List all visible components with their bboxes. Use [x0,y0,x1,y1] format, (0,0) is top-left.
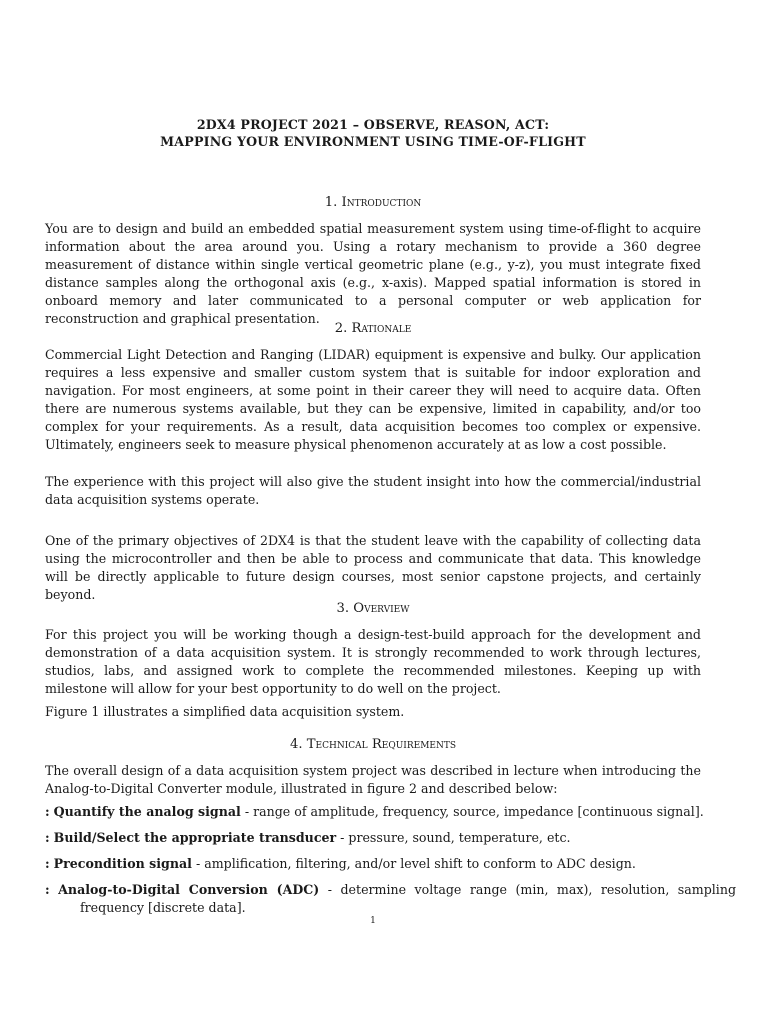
overview-paragraph-1: For this project you will be working though a design-test-build approach for the development and demonstration of a data acquisition system. It is strongly recommended to work through lectures, studios, labs, and assigned work to complete the recommended milestones. Keeping up with milestone will allow for your best opportunity to do well on the project. [45,627,701,696]
document-title-line-2: MAPPING YOUR ENVIRONMENT USING TIME-OF-FLIGHT [160,134,586,149]
requirement-marker: : [45,804,50,819]
requirement-text: - range of amplitude, frequency, source, impedance [continuous signal]. [240,804,704,819]
section-heading-technical-requirements: 4. Technical Requirements [289,737,457,752]
requirement-text: - amplification, filtering, and/or level shift to conform to ADC design. [191,856,636,871]
requirement-item [45,803,736,821]
requirement-marker: : [45,882,50,897]
overview-paragraph-2: Figure 1 illustrates a simplified data acquisition system. [45,704,405,719]
requirement-item [45,855,736,873]
section-heading-rationale: 2. Rationale [334,321,412,336]
technical-paragraph: The overall design of a data acquisition system project was described in lecture when introducing the Analog-to-Digital Converter module, illustrated in figure 2 and described below: [45,763,701,796]
requirement-heading: Analog-to-Digital Conversion (ADC) [58,882,320,897]
requirement-text: - determine voltage range (min, max), resolution, sampling frequency [discrete data]. [80,882,737,915]
document-title-line-1: 2DX4 PROJECT 2021 – OBSERVE, REASON, ACT: [196,117,550,132]
page-number: 1 [370,916,376,926]
rationale-paragraph-3: One of the primary objectives of 2DX4 is that the student leave with the capability of collecting data using the microcontroller and then be able to process and communicate that data. This knowledge will be directly applicable to future design courses, most senior capstone projects, and certainly beyond. [45,533,701,602]
introduction-paragraph: You are to design and build an embedded spatial measurement system using time-of-flight to acquire information about the area around you. Using a rotary mechanism to provide a 360 degree measurement of distance within single vertical geometric plane (e.g., y-z), you must integrate fixed distance samples along the orthogonal axis (e.g., x-axis). Mapped spatial information is stored in onboard memory and later communicated to a personal computer or web application for reconstruction and graphical presentation. [45,221,701,326]
requirement-item [45,881,736,917]
section-heading-introduction: 1. Introduction [324,195,422,210]
requirement-text: - pressure, sound, temperature, etc. [336,830,571,845]
requirement-heading: Quantify the analog signal [53,804,241,819]
rationale-paragraph-2: The experience with this project will also give the student insight into how the commercial/industrial data acquisition systems operate. [45,474,701,507]
requirement-marker: : [45,856,50,871]
requirement-heading: Precondition signal [53,856,192,871]
rationale-paragraph-1: Commercial Light Detection and Ranging (LIDAR) equipment is expensive and bulky. Our application requires a less expensive and smaller custom system that is suitable for indoor exploration and navigation. For most engineers, at some point in their career they will need to acquire data. Often there are numerous systems available, but they can be expensive, limited in capability, and/or too complex for your requirements. As a result, data acquisition becomes too complex or expensive. Ultimately, engineers seek to measure physical phenomenon accurately at as low a cost possible. [45,347,701,452]
section-heading-overview: 3. Overview [336,601,410,616]
requirement-heading: Build/Select the appropriate transducer [53,830,337,845]
requirement-marker: : [45,830,50,845]
requirement-item [45,829,736,847]
